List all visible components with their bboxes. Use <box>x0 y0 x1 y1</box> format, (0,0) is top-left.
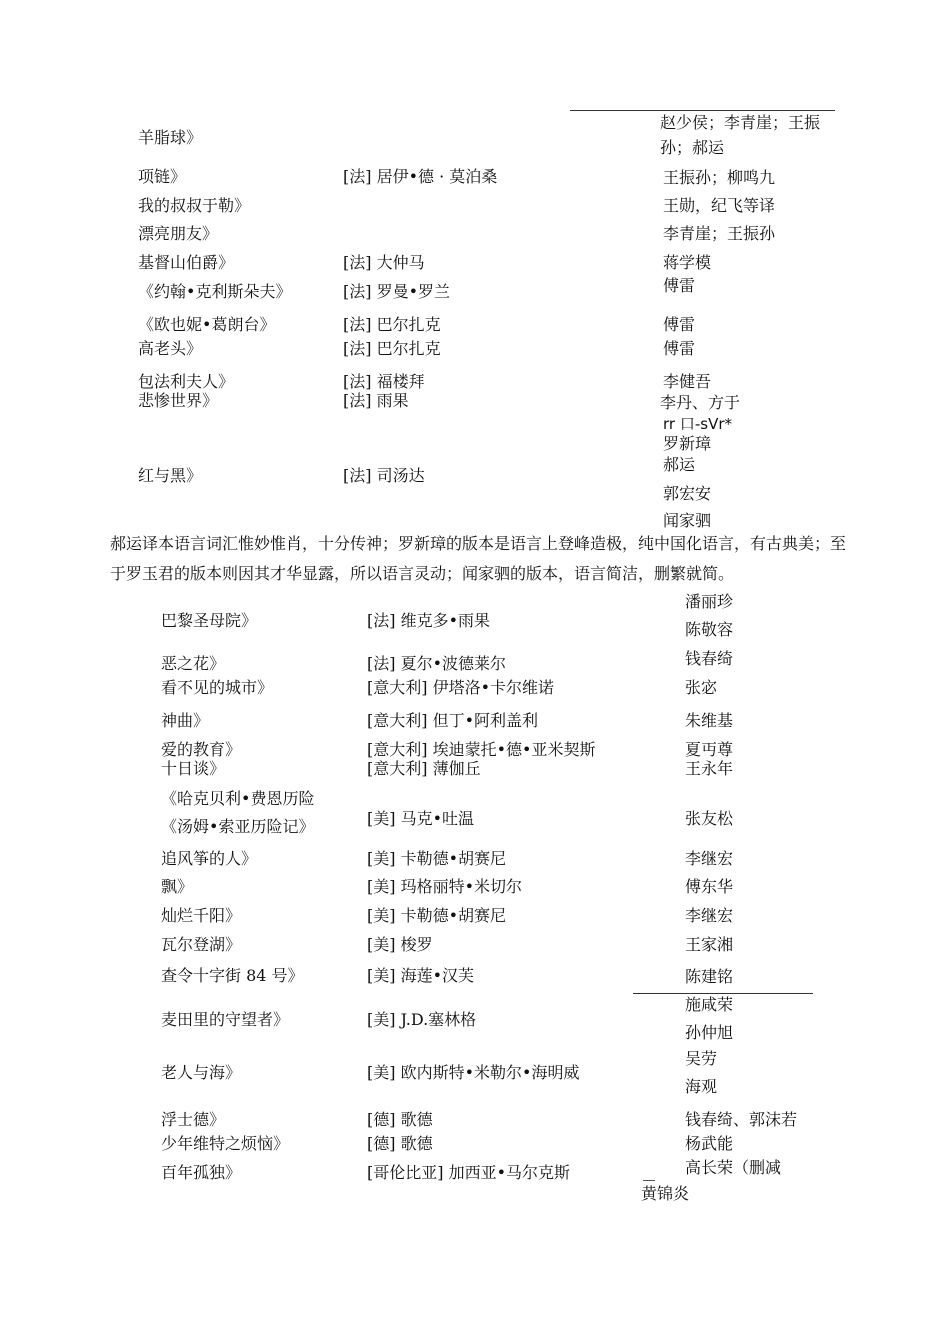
book-translator: 蒋学模 <box>663 253 712 272</box>
book-translator: 孙仲旭 <box>685 1023 734 1042</box>
book-translator: 傅东华 <box>685 877 734 896</box>
book-translator: 赵少侯；李青崖；王振 <box>660 113 821 132</box>
book-author: [法] 司汤达 <box>343 466 425 485</box>
book-author: [法] 罗曼•罗兰 <box>343 282 451 301</box>
book-author: [美] 梭罗 <box>367 935 433 954</box>
book-title: 巴黎圣母院》 <box>161 611 258 630</box>
book-title: 《哈克贝利•费恩历险 <box>161 789 315 808</box>
book-translator: 傅雷 <box>663 276 696 295</box>
book-translator: 孙；郝运 <box>660 138 725 157</box>
book-translator: 罗新璋 <box>663 434 712 453</box>
book-title: 百年孤独》 <box>161 1163 242 1182</box>
book-translator: 李丹、方于 <box>660 393 741 412</box>
small-mark <box>643 1180 655 1181</box>
book-author: [美] 卡勒德•胡赛尼 <box>367 849 507 868</box>
book-title: 麦田里的守望者》 <box>161 1010 290 1029</box>
book-author: [德] 歌德 <box>367 1110 433 1129</box>
book-translator: rr 口-sVr* <box>663 415 732 433</box>
book-author: [德] 歌德 <box>367 1134 433 1153</box>
book-author: [意大利] 但丁•阿利盖利 <box>367 711 539 730</box>
book-title: 项链》 <box>138 167 187 186</box>
book-title: 爱的教育》 <box>161 740 242 759</box>
book-translator: 施咸荣 <box>685 995 734 1014</box>
book-translator: 潘丽珍 <box>685 592 734 611</box>
book-title: 漂亮朋友》 <box>138 224 219 243</box>
book-author: [法] 大仲马 <box>343 253 425 272</box>
book-translator: 王永年 <box>685 759 734 778</box>
book-author: [美] 欧内斯特•米勒尔•海明威 <box>367 1063 580 1082</box>
book-title: 我的叔叔于勒》 <box>138 196 251 215</box>
book-translator: 王振孙；柳鸣九 <box>663 168 776 187</box>
book-translator: 傅雷 <box>663 339 696 358</box>
book-title: 红与黑》 <box>138 466 203 485</box>
book-title: 灿烂千阳》 <box>161 906 242 925</box>
book-title: 恶之花》 <box>161 654 226 673</box>
book-translator: 夏丏尊 <box>685 740 734 759</box>
book-translator: 郝运 <box>663 455 696 474</box>
book-title: 老人与海》 <box>161 1063 242 1082</box>
book-title: 基督山伯爵》 <box>138 253 235 272</box>
book-translator: 陈建铭 <box>685 967 734 986</box>
book-author: [美] 玛格丽特•米切尔 <box>367 877 523 896</box>
book-translator: 王勋，纪飞等译 <box>663 196 776 215</box>
book-title: 瓦尔登湖》 <box>161 935 242 954</box>
book-translator: 张宓 <box>685 678 718 697</box>
book-translator: 陈敬容 <box>685 620 734 639</box>
book-author: [法] 福楼拜 <box>343 372 425 391</box>
book-translator: 李继宏 <box>685 849 734 868</box>
book-author: [法] 巴尔扎克 <box>343 339 441 358</box>
book-translator: 海观 <box>685 1077 718 1096</box>
book-translator: 黄锦炎 <box>641 1184 690 1203</box>
book-translator: 傅雷 <box>663 315 696 334</box>
book-author: [美] 卡勒德•胡赛尼 <box>367 906 507 925</box>
book-title: 神曲》 <box>161 711 210 730</box>
book-author: [意大利] 薄伽丘 <box>367 759 481 778</box>
book-author: [哥伦比亚] 加西亚•马尔克斯 <box>367 1163 571 1182</box>
book-title: 追风筝的人》 <box>161 849 258 868</box>
book-translator: 李健吾 <box>663 372 712 391</box>
mid-rule <box>633 993 813 994</box>
book-translator: 闻家驷 <box>663 511 712 530</box>
book-author: [法] 夏尔•波德莱尔 <box>367 654 507 673</box>
book-title: 《欧也妮•葛朗台》 <box>138 315 276 334</box>
book-translator: 钱春绮、郭沫若 <box>685 1110 798 1129</box>
book-translator: 吴劳 <box>685 1049 718 1068</box>
book-title: 《约翰•克利斯朵夫》 <box>138 282 292 301</box>
book-author: [意大利] 伊塔洛•卡尔维诺 <box>367 678 555 697</box>
book-author: [法] 维克多•雨果 <box>367 611 491 630</box>
book-translator: 王家湘 <box>685 935 734 954</box>
book-translator: 朱维基 <box>685 711 734 730</box>
book-author: [法] 居伊•德 · 莫泊桑 <box>343 167 498 186</box>
book-title: 浮士德》 <box>161 1110 226 1129</box>
book-author: [法] 巴尔扎克 <box>343 315 441 334</box>
book-title: 飘》 <box>161 877 194 896</box>
book-title: 高老头》 <box>138 339 203 358</box>
book-title: 看不见的城市》 <box>161 678 274 697</box>
book-translator: 李青崖；王振孙 <box>663 224 776 243</box>
book-title: 少年维特之烦恼》 <box>161 1134 290 1153</box>
book-title: 悲惨世界》 <box>138 391 219 410</box>
book-translator: 钱春绮 <box>685 649 734 668</box>
book-author: [美] 马克•吐温 <box>367 809 475 828</box>
book-translator: 高长荣（删减 <box>685 1158 782 1177</box>
book-title: 《汤姆•索亚历险记》 <box>161 817 315 836</box>
book-translator: 郭宏安 <box>663 484 712 503</box>
book-author: [法] 雨果 <box>343 391 409 410</box>
book-translator: 杨武能 <box>685 1134 734 1153</box>
book-author: [美] 海莲•汉芙 <box>367 966 475 985</box>
commentary-paragraph: 郝运译本语言词汇惟妙惟肖，十分传神；罗新璋的版本是语言上登峰造极，纯中国化语言，有古典美；至于罗玉君的版本则因其才华显露，所以语言灵动；闻家驷的版本，语言简洁，删繁就简。 <box>110 534 847 583</box>
top-rule <box>570 110 835 111</box>
book-author: [美] J.D.塞林格 <box>367 1010 477 1029</box>
book-title: 羊脂球》 <box>138 128 203 147</box>
book-title: 十日谈》 <box>161 759 226 778</box>
book-translator: 李继宏 <box>685 906 734 925</box>
book-title: 包法利夫人》 <box>138 372 235 391</box>
book-translator: 张友松 <box>685 809 734 828</box>
book-title: 查令十字街 84 号》 <box>161 966 304 985</box>
book-author: [意大利] 埃迪蒙托•德•亚米契斯 <box>367 740 596 759</box>
